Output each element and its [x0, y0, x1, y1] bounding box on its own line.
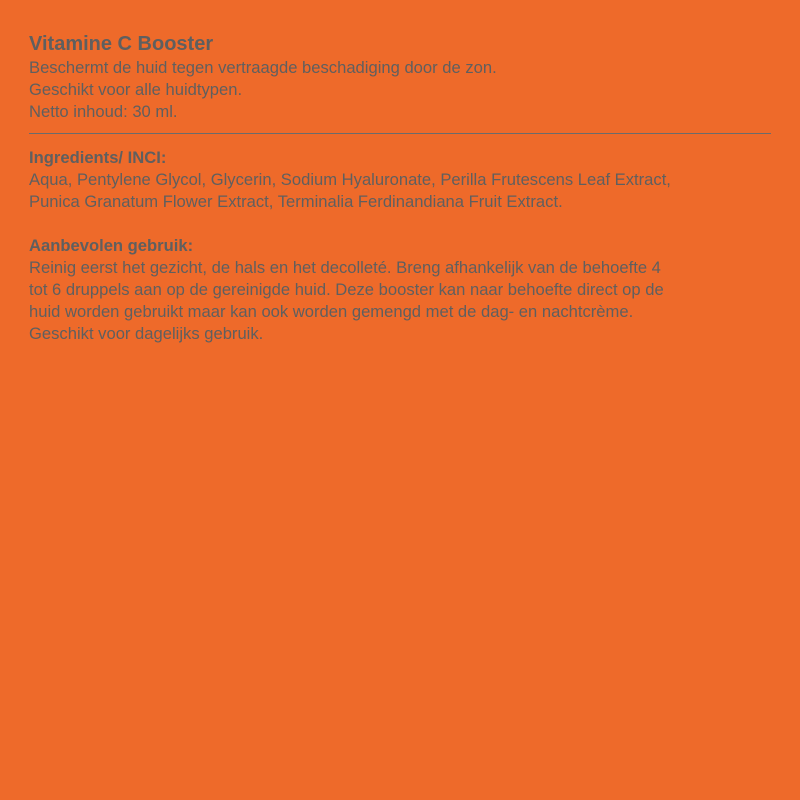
usage-heading: Aanbevolen gebruik: — [29, 236, 194, 255]
usage-line-2: tot 6 druppels aan op de gereinigde huid. Deze booster kan naar behoefte direct op de — [29, 280, 664, 299]
intro-line-3: Netto inhoud: 30 ml. — [29, 102, 178, 121]
usage-line-3: huid worden gebruikt maar kan ook worden gemengd met de dag- en nachtcrème. — [29, 302, 634, 321]
ingredients-line-2: Punica Granatum Flower Extract, Terminalia Ferdinandiana Fruit Extract. — [29, 192, 563, 211]
ingredients-line-1: Aqua, Pentylene Glycol, Glycerin, Sodium Hyaluronate, Perilla Frutescens Leaf Extract, — [29, 170, 671, 189]
ingredients-heading: Ingredients/ INCI: — [29, 148, 167, 167]
intro-line-2: Geschikt voor alle huidtypen. — [29, 80, 243, 99]
usage-line-1: Reinig eerst het gezicht, de hals en het decolleté. Breng afhankelijk van de behoefte 4 — [29, 258, 661, 277]
usage-line-4: Geschikt voor dagelijks gebruik. — [29, 324, 264, 343]
section-gap — [29, 213, 771, 235]
product-title: Vitamine C Booster — [29, 33, 214, 55]
section-divider — [29, 133, 771, 134]
intro-line-1: Beschermt de huid tegen vertraagde beschadiging door de zon. — [29, 58, 497, 77]
